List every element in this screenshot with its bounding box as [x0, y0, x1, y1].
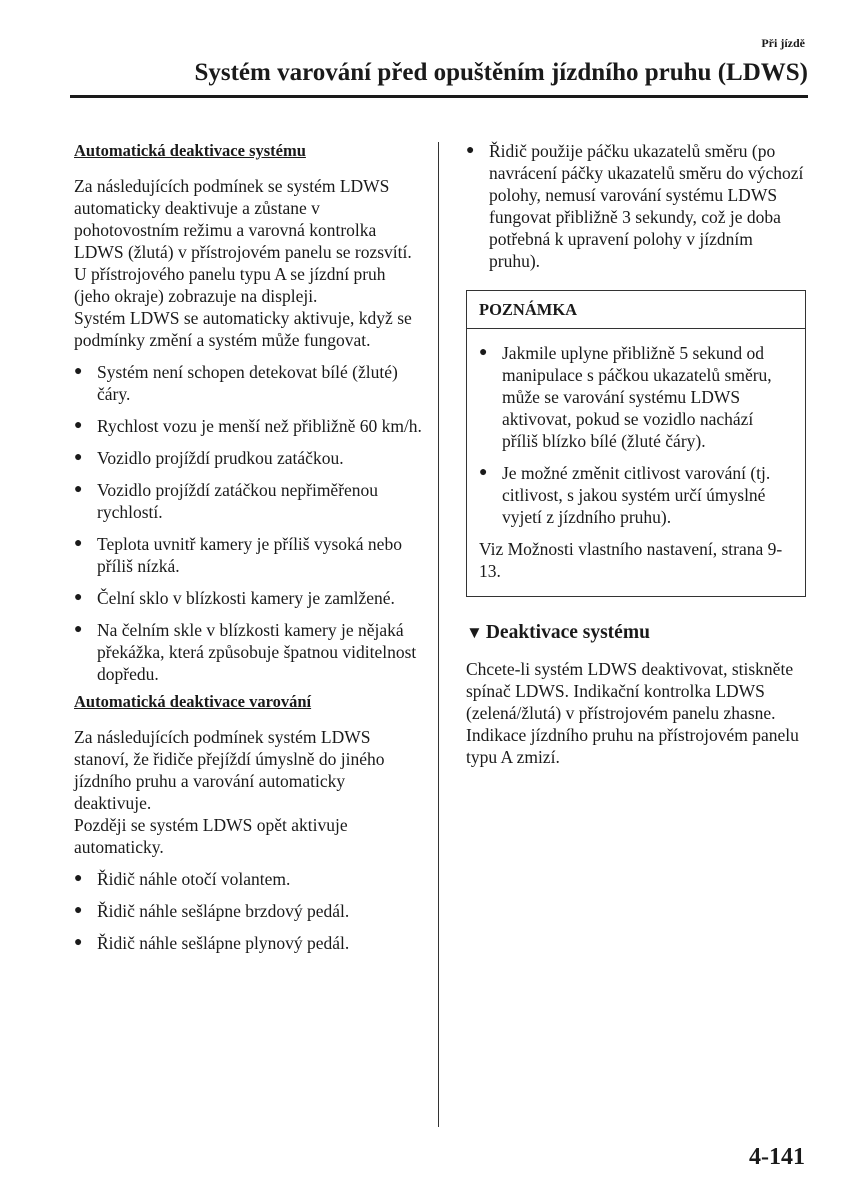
list-item: [74, 868, 424, 890]
line: Chcete-li systém LDWS deaktivovat, stiskněte spínač LDWS. Indikační kontrolka LDWS (zelená/žlutá) v přístrojovém panelu zhasne.: [466, 659, 794, 723]
note-box: [466, 290, 806, 597]
bullet-icon: ●: [479, 345, 488, 360]
bullet-list-system-conditions: [74, 361, 424, 685]
bullet-icon: ●: [74, 450, 83, 465]
list-item-text: Řidič náhle otočí volantem.: [97, 869, 291, 889]
note-reference: Viz Možnosti vlastního nastavení, strana 9-13.: [479, 539, 783, 581]
list-item: [466, 140, 806, 272]
note-body: [467, 329, 805, 596]
subheading-system-deactivation: Automatická deaktivace systému: [74, 141, 306, 160]
list-item-text: Systém není schopen detekovat bílé (žluté) čáry.: [97, 362, 398, 404]
list-item-text: Vozidlo projíždí prudkou zatáčkou.: [97, 448, 344, 468]
list-item-text: Řidič použije páčku ukazatelů směru (po navrácení páčky ukazatelů směru do výchozí polohy, nemusí varování systému LDWS fungovat přibližně 3 sekundy, což je doba potřebná k upravení polohy v jízdním pruhu).: [489, 141, 804, 271]
list-item: [479, 342, 793, 452]
bullet-icon: ●: [74, 482, 83, 497]
line: Za následujících podmínek se systém LDWS automaticky deaktivuje a zůstane v pohotovostním režimu a varovná kontrolka LDWS (žlutá) v přístrojovém panelu se rozsvítí.: [74, 176, 412, 262]
list-item: [74, 900, 424, 922]
list-item-text: Vozidlo projíždí zatáčkou nepřiměřenou rychlostí.: [97, 480, 379, 522]
bullet-icon: ●: [74, 903, 83, 918]
list-item: [74, 415, 424, 437]
bullet-icon: ●: [74, 622, 83, 637]
line: Později se systém LDWS opět aktivuje automaticky.: [74, 815, 348, 857]
line: Indikace jízdního pruhu na přístrojovém panelu typu A zmizí.: [466, 725, 799, 767]
list-item: [74, 932, 424, 954]
bullet-icon: ●: [74, 418, 83, 433]
paragraph-system-deactivation: [74, 175, 424, 351]
bullet-icon: ●: [74, 364, 83, 379]
bullet-icon: ●: [74, 536, 83, 551]
bullet-icon: ●: [479, 465, 488, 480]
bullet-icon: ●: [74, 590, 83, 605]
line: Za následujících podmínek systém LDWS stanoví, že řidiče přejíždí úmyslně do jiného jízdního pruhu a varování automaticky deaktivuje.: [74, 727, 385, 813]
left-column: [74, 140, 424, 964]
line: U přístrojového panelu typu A se jízdní pruh (jeho okraje) zobrazuje na displeji.: [74, 264, 386, 306]
title-rule: [70, 95, 808, 98]
list-item-text: Řidič náhle sešlápne plynový pedál.: [97, 933, 350, 953]
line: Systém LDWS se automaticky aktivuje, když se podmínky změní a systém může fungovat.: [74, 308, 412, 350]
section-label: Při jízdě: [761, 36, 805, 50]
list-item: [74, 533, 424, 577]
list-item: [74, 587, 424, 609]
list-item: [74, 479, 424, 523]
bullet-list-warning-conditions: [74, 868, 424, 954]
paragraph-warning-deactivation: [74, 726, 424, 858]
list-item-text: Je možné změnit citlivost varování (tj. citlivost, s jakou systém určí úmyslné vyjetí z jízdního pruhu).: [502, 463, 771, 527]
bullet-icon: ●: [74, 935, 83, 950]
list-item: [74, 447, 424, 469]
subheading-warning-deactivation: Automatická deaktivace varování: [74, 692, 312, 711]
bullet-icon: ●: [74, 871, 83, 886]
bullet-list-turn-signal: [466, 140, 806, 272]
heading-text: Deaktivace systému: [485, 622, 650, 643]
list-item: [479, 462, 793, 528]
note-bullet-list: [479, 342, 793, 528]
paragraph-deactivation: [466, 658, 806, 768]
list-item: [74, 361, 424, 405]
right-column: [466, 140, 806, 778]
list-item: [74, 619, 424, 685]
column-divider: [438, 142, 439, 1127]
list-item-text: Řidič náhle sešlápne brzdový pedál.: [97, 901, 350, 921]
list-item-text: Jakmile uplyne přibližně 5 sekund od manipulace s páčkou ukazatelů směru, může se varování systému LDWS aktivovat, pokud se vozidlo nachází příliš blízko bílé (žluté čáry).: [502, 343, 772, 451]
list-item-text: Čelní sklo v blízkosti kamery je zamlžené.: [97, 588, 395, 608]
list-item-text: Teplota uvnitř kamery je příliš vysoká nebo příliš nízká.: [97, 534, 402, 576]
page-title: Systém varování před opuštěním jízdního pruhu (LDWS): [194, 59, 808, 86]
triangle-down-icon: ▼: [466, 623, 483, 642]
bullet-icon: ●: [466, 143, 475, 158]
list-item-text: Na čelním skle v blízkosti kamery je nějaká překážka, která způsobuje špatnou viditelnost dopředu.: [97, 620, 417, 684]
list-item-text: Rychlost vozu je menší než přibližně 60 km/h.: [97, 416, 422, 436]
page-number: 4-141: [749, 1144, 805, 1170]
note-heading: POZNÁMKA: [467, 291, 805, 329]
heading-system-deactivation: [466, 621, 806, 645]
